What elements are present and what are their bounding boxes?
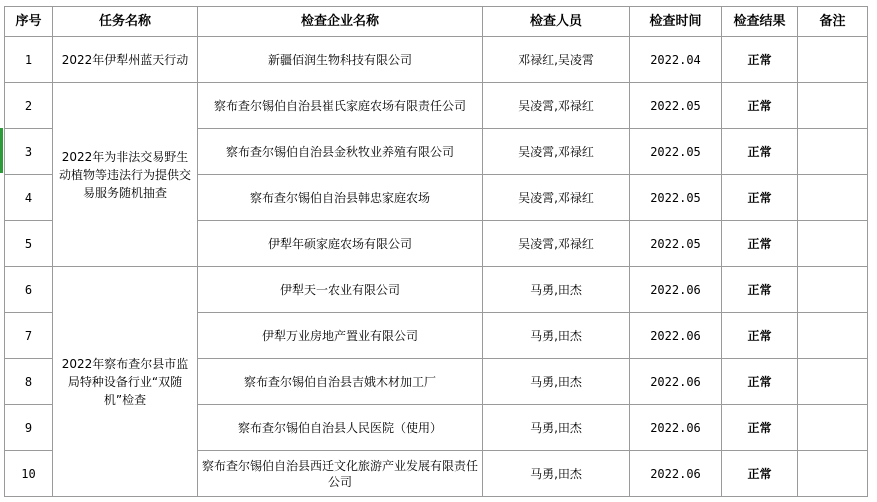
cell-company[interactable]: 察布查尔锡伯自治县西迁文化旅游产业发展有限责任公司 [198, 451, 483, 497]
header-inspectors[interactable]: 检查人员 [483, 7, 630, 37]
table-row [5, 83, 868, 129]
cell-inspectors[interactable]: 马勇,田杰 [483, 405, 630, 451]
cell-inspectors[interactable]: 马勇,田杰 [483, 451, 630, 497]
cell-time[interactable]: 2022.06 [630, 451, 722, 497]
cell-time[interactable]: 2022.06 [630, 359, 722, 405]
cell-remark[interactable] [798, 405, 868, 451]
cell-inspectors[interactable]: 马勇,田杰 [483, 359, 630, 405]
cell-index[interactable]: 1 [5, 37, 53, 83]
cell-index[interactable]: 4 [5, 175, 53, 221]
cell-result[interactable]: 正常 [722, 221, 798, 267]
inspection-table [4, 6, 868, 497]
cell-company[interactable]: 察布查尔锡伯自治县人民医院（使用） [198, 405, 483, 451]
cell-result[interactable]: 正常 [722, 83, 798, 129]
cell-result[interactable]: 正常 [722, 129, 798, 175]
cell-task[interactable]: 2022年伊犁州蓝天行动 [53, 37, 198, 83]
cell-remark[interactable] [798, 451, 868, 497]
cell-company[interactable]: 察布查尔锡伯自治县金秋牧业养殖有限公司 [198, 129, 483, 175]
header-index[interactable]: 序号 [5, 7, 53, 37]
cell-inspectors[interactable]: 马勇,田杰 [483, 267, 630, 313]
cell-company[interactable]: 伊犁年硕家庭农场有限公司 [198, 221, 483, 267]
cell-index[interactable]: 9 [5, 405, 53, 451]
cell-inspectors[interactable]: 吴凌霄,邓禄红 [483, 83, 630, 129]
cell-time[interactable]: 2022.06 [630, 405, 722, 451]
cell-result[interactable]: 正常 [722, 37, 798, 83]
cell-index[interactable]: 7 [5, 313, 53, 359]
cell-index[interactable]: 6 [5, 267, 53, 313]
cell-result[interactable]: 正常 [722, 313, 798, 359]
cell-remark[interactable] [798, 83, 868, 129]
cell-remark[interactable] [798, 37, 868, 83]
cell-remark[interactable] [798, 313, 868, 359]
cell-result[interactable]: 正常 [722, 175, 798, 221]
cell-result[interactable]: 正常 [722, 405, 798, 451]
cell-time[interactable]: 2022.06 [630, 267, 722, 313]
table-row [5, 37, 868, 83]
cell-index[interactable]: 10 [5, 451, 53, 497]
table-row [5, 267, 868, 313]
cell-result[interactable]: 正常 [722, 359, 798, 405]
cell-remark[interactable] [798, 129, 868, 175]
cell-company[interactable]: 伊犁万业房地产置业有限公司 [198, 313, 483, 359]
cell-result[interactable]: 正常 [722, 267, 798, 313]
cell-result[interactable]: 正常 [722, 451, 798, 497]
cell-inspectors[interactable]: 吴凌霄,邓禄红 [483, 175, 630, 221]
header-row [5, 7, 868, 37]
cell-time[interactable]: 2022.06 [630, 313, 722, 359]
header-company[interactable]: 检查企业名称 [198, 7, 483, 37]
cell-index[interactable]: 2 [5, 83, 53, 129]
header-remark[interactable]: 备注 [798, 7, 868, 37]
cell-company[interactable]: 察布查尔锡伯自治县吉娥木材加工厂 [198, 359, 483, 405]
cell-remark[interactable] [798, 221, 868, 267]
cell-company[interactable]: 伊犁天一农业有限公司 [198, 267, 483, 313]
header-result[interactable]: 检查结果 [722, 7, 798, 37]
cell-inspectors[interactable]: 吴凌霄,邓禄红 [483, 221, 630, 267]
cell-remark[interactable] [798, 267, 868, 313]
cell-company[interactable]: 新疆佰润生物科技有限公司 [198, 37, 483, 83]
cell-company[interactable]: 察布查尔锡伯自治县崔氏家庭农场有限责任公司 [198, 83, 483, 129]
cell-time[interactable]: 2022.05 [630, 175, 722, 221]
cell-time[interactable]: 2022.05 [630, 129, 722, 175]
cell-inspectors[interactable]: 邓禄红,吴凌霄 [483, 37, 630, 83]
cell-remark[interactable] [798, 359, 868, 405]
cell-task[interactable]: 2022年为非法交易野生动植物等违法行为提供交易服务随机抽查 [53, 83, 198, 267]
cell-time[interactable]: 2022.05 [630, 221, 722, 267]
cell-company[interactable]: 察布查尔锡伯自治县韩忠家庭农场 [198, 175, 483, 221]
cell-inspectors[interactable]: 马勇,田杰 [483, 313, 630, 359]
header-time[interactable]: 检查时间 [630, 7, 722, 37]
cell-time[interactable]: 2022.05 [630, 83, 722, 129]
row-selection-marker [0, 128, 3, 173]
cell-index[interactable]: 8 [5, 359, 53, 405]
cell-index[interactable]: 3 [5, 129, 53, 175]
cell-inspectors[interactable]: 吴凌霄,邓禄红 [483, 129, 630, 175]
cell-index[interactable]: 5 [5, 221, 53, 267]
cell-task[interactable]: 2022年察布查尔县市监局特种设备行业“双随机”检查 [53, 267, 198, 497]
header-task[interactable]: 任务名称 [53, 7, 198, 37]
cell-time[interactable]: 2022.04 [630, 37, 722, 83]
cell-remark[interactable] [798, 175, 868, 221]
